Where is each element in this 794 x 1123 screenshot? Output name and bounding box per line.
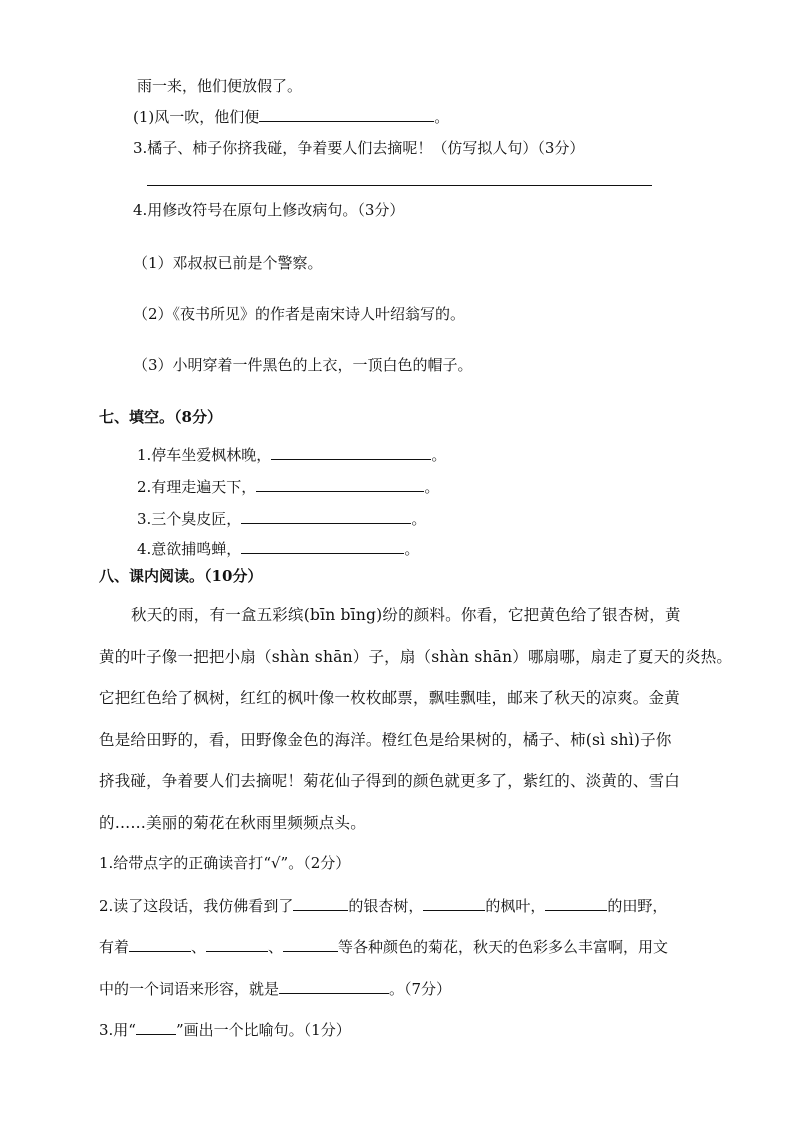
fill-item-3-prefix: 3.三个臭皮匠， [137, 510, 242, 528]
answer-blank[interactable] [256, 477, 424, 492]
rewrite-item-1 [133, 107, 449, 127]
q2-text: 等各种颜色的菊花，秋天的色彩多么丰富啊，用文 [338, 938, 669, 956]
fill-item-1-suffix: 。 [431, 446, 447, 464]
passage-line: 它把红色给了枫树，红红的枫叶像一枚枚邮票，飘哇飘哇，邮来了秋天的凉爽。金黄 [99, 689, 680, 707]
q2-text: 的田野， [607, 897, 668, 915]
passage-line: 秋天的雨，有一盒五彩缤(bīn bīng)纷的颜料。你看，它把黄色给了银杏树，黄 [131, 606, 681, 624]
fill-item-1 [137, 445, 446, 465]
answer-blank[interactable] [271, 445, 431, 460]
answer-blank[interactable] [283, 937, 338, 952]
rewrite-item-1-suffix: 。 [434, 108, 450, 126]
fill-item-4 [137, 539, 419, 559]
answer-blank[interactable] [279, 979, 389, 994]
answer-blank[interactable] [241, 539, 404, 554]
example-sentence: 雨一来，他们便放假了。 [137, 77, 303, 95]
answer-line[interactable] [147, 185, 652, 186]
fill-item-4-suffix: 。 [404, 540, 420, 558]
section-7-title: 七、填空。（8分） [99, 408, 222, 426]
answer-blank[interactable] [293, 896, 348, 911]
question-8-3 [99, 1020, 351, 1040]
fill-item-3 [137, 509, 426, 529]
answer-blank[interactable] [423, 896, 485, 911]
passage-line: 黄的叶子像一把把小扇（shàn shān）子，扇（shàn shān）哪扇哪，扇走了夏天的炎热。 [99, 648, 733, 666]
question-8-2-line-1 [99, 896, 667, 916]
rewrite-item-1-prefix: (1)风一吹，他们便 [133, 108, 260, 126]
fill-item-2-prefix: 2.有理走遍天下， [137, 478, 257, 496]
underline-sample [136, 1020, 176, 1035]
fill-item-1-prefix: 1.停车坐爱枫林晚， [137, 446, 272, 464]
question-6-3: 3.橘子、柿子你挤我碰，争着要人们去摘呢！（仿写拟人句）（3分） [133, 139, 585, 157]
q3-suffix: ”画出一个比喻句。（1分） [175, 1021, 351, 1039]
sick-sentence-2: （2）《夜书所见》的作者是南宋诗人叶绍翁写的。 [133, 305, 466, 323]
sick-sentence-3: （3）小明穿着一件黑色的上衣，一顶白色的帽子。 [133, 356, 473, 374]
q2-text: 的枫叶， [485, 897, 546, 915]
passage-line: 的……美丽的菊花在秋雨里频频点头。 [99, 814, 366, 832]
q2-text: 2.读了这段话，我仿佛看到了 [99, 897, 294, 915]
q2-text: 、 [268, 938, 284, 956]
question-8-2-line-2 [99, 937, 668, 957]
q3-prefix: 3.用“ [99, 1021, 136, 1039]
sick-sentence-1: （1）邓叔叔已前是个警察。 [133, 254, 323, 272]
fill-item-2 [137, 477, 439, 497]
fill-item-2-suffix: 。 [424, 478, 440, 496]
fill-item-4-prefix: 4.意欲捕鸣蝉， [137, 540, 242, 558]
answer-blank[interactable] [545, 896, 607, 911]
answer-blank[interactable] [241, 509, 411, 524]
answer-blank[interactable] [129, 937, 191, 952]
answer-blank[interactable] [259, 107, 434, 122]
q2-text: 的银杏树， [348, 897, 424, 915]
q2-text: 。（7分） [389, 980, 452, 998]
q2-text: 、 [191, 938, 207, 956]
question-6-4: 4.用修改符号在原句上修改病句。（3分） [133, 201, 405, 219]
q2-text: 中的一个词语来形容，就是 [99, 980, 280, 998]
passage-line: 色是给田野的，看，田野像金色的海洋。橙红色是给果树的，橘子、柿(sì shì)子你 [99, 731, 672, 749]
passage-line: 挤我碰，争着要人们去摘呢！菊花仙子得到的颜色就更多了，紫红的、淡黄的、雪白 [99, 772, 680, 790]
answer-blank[interactable] [206, 937, 268, 952]
section-8-title: 八、课内阅读。（10分） [99, 567, 263, 585]
question-8-2-line-3 [99, 979, 451, 999]
q2-text: 有着 [99, 938, 130, 956]
question-8-1: 1.给带点字的正确读音打“√”。（2分） [99, 854, 351, 872]
fill-item-3-suffix: 。 [411, 510, 427, 528]
